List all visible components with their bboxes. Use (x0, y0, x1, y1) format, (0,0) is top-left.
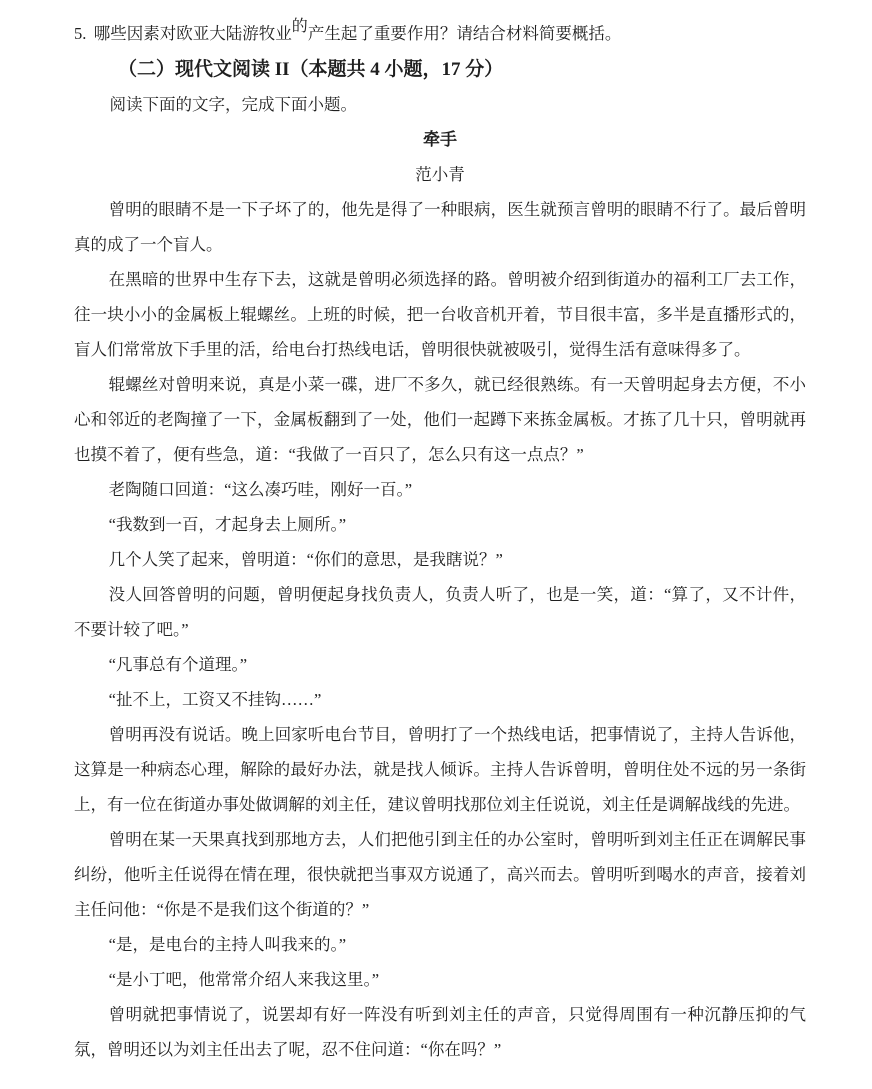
article-paragraph: “扯不上，工资又不挂钩……” (108, 690, 322, 709)
question-text-after: 产生起了重要作用？请结合材料简要概括。 (307, 24, 622, 43)
question-5 (74, 16, 806, 52)
article-paragraph: 老陶随口回道：“这么凑巧哇，刚好一百。” (108, 480, 413, 499)
article-paragraph: 没人回答曾明的问题，曾明便起身找负责人，负责人听了，也是一笑，道：“算了，又不计件，不要计较了吧。” (74, 585, 806, 639)
article-paragraph: “凡事总有个道理。” (108, 655, 248, 674)
question-number: 5. (74, 24, 87, 43)
question-text-before: 哪些因素对欧亚大陆游牧业 (93, 24, 292, 43)
article-paragraph: 曾明就把事情说了，说罢却有好一阵没有听到刘主任的声音，只觉得周围有一种沉静压抑的气氛，曾明还以为刘主任出去了呢，忍不住问道：“你在吗？” (74, 1005, 806, 1059)
article-paragraph: 曾明的眼睛不是一下子坏了的，他先是得了一种眼病，医生就预言曾明的眼睛不行了。最后曾明真的成了一个盲人。 (74, 200, 806, 254)
reading-instruction: 阅读下面的文字，完成下面小题。 (109, 95, 357, 114)
article-body (74, 192, 806, 1067)
article-paragraph: 在黑暗的世界中生存下去，这就是曾明必须选择的路。曾明被介绍到街道办的福利工厂去工作，往一块小小的金属板上辊螺丝。上班的时候，把一台收音机开着，节目很丰富，多半是直播形式的，盲人们常常放下手里的活，给电台打热线电话，曾明很快就被吸引，觉得生活有意味得多了。 (74, 270, 806, 359)
article-paragraph: “是小丁吧，他常常介绍人来我这里。” (108, 970, 380, 989)
article-title: 牵手 (423, 130, 457, 149)
article-paragraph: “我数到一百，才起身去上厕所。” (108, 515, 347, 534)
article-paragraph: 曾明再没有说话。晚上回家听电台节目，曾明打了一个热线电话，把事情说了，主持人告诉他，这算是一种病态心理，解除的最好办法，就是找人倾诉。主持人告诉曾明，曾明住处不远的另一条街上，有一位在街道办事处做调解的刘主任，建议曾明找那位刘主任说说，刘主任是调解战线的先进。 (74, 725, 806, 814)
article-paragraph: 几个人笑了起来，曾明道：“你们的意思，是我瞎说？” (108, 550, 503, 569)
section-heading: （二）现代文阅读 II（本题共 4 小题，17 分） (118, 59, 504, 80)
article-paragraph: “是，是电台的主持人叫我来的。” (108, 935, 347, 954)
article-paragraph: 辊螺丝对曾明来说，真是小菜一碟，进厂不多久，就已经很熟练。有一天曾明起身去方便，不小心和邻近的老陶撞了一下，金属板翻到了一处，他们一起蹲下来拣金属板。才拣了几十只，曾明就再也摸不着了，便有些急，道：“我做了一百只了，怎么只有这一点点？” (74, 375, 806, 464)
article-author: 范小青 (415, 165, 465, 184)
article-paragraph: 曾明在某一天果真找到那地方去，人们把他引到主任的办公室时，曾明听到刘主任正在调解民事纠纷，他听主任说得在情在理，很快就把当事双方说通了，高兴而去。曾明听到喝水的声音，接着刘主任问他：“你是不是我们这个街道的？” (74, 830, 806, 919)
question-superscript-char: 的 (291, 18, 308, 35)
